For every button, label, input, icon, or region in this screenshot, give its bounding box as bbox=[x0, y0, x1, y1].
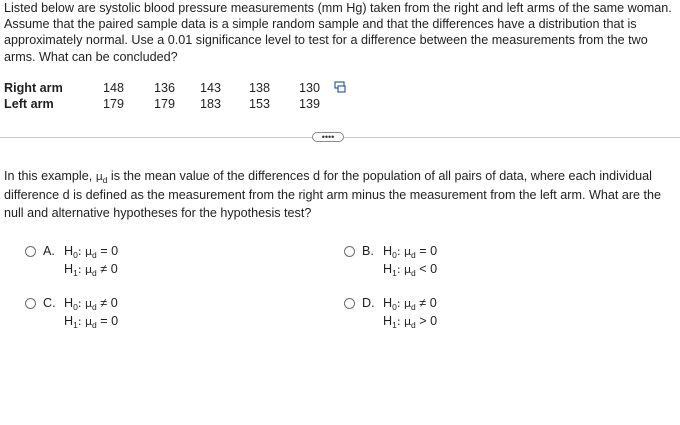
table-cell: 130 bbox=[298, 81, 320, 95]
table-cell: 153 bbox=[248, 97, 270, 111]
table-row bbox=[4, 96, 346, 112]
table-cell: 139 bbox=[298, 97, 320, 111]
question-prefix: In this example, bbox=[4, 169, 96, 183]
null-hypothesis: $H_0$: $\mu_d = 0$ bbox=[383, 244, 438, 260]
radio-button[interactable] bbox=[25, 246, 36, 257]
alternative-hypothesis: $H_1$: $\mu_d < 0$ bbox=[383, 262, 438, 278]
expand-button[interactable]: •••• bbox=[312, 132, 344, 142]
option-letter: C. bbox=[43, 296, 56, 310]
table-row bbox=[4, 80, 346, 96]
answer-option-d[interactable] bbox=[344, 296, 464, 332]
answer-option-a[interactable] bbox=[25, 244, 145, 280]
problem-intro: Listed below are systolic blood pressure measurements (mm Hg) taken from the right and left arms of the same woman. Assume that the paired sample data is a simple random sample and that the differences have a distribution that is approximately normal. Use a 0.01 significance level to test for a difference between the measurements from the two arms. What can be concluded? bbox=[4, 1, 672, 64]
alternative-hypothesis: $H_1$: $\mu_d > 0$ bbox=[383, 314, 438, 330]
null-hypothesis: $H_0$: $\mu_d \ne 0$ bbox=[383, 296, 437, 312]
alternative-hypothesis: $H_1$: $\mu_d \ne 0$ bbox=[64, 262, 118, 278]
table-cell: 143 bbox=[199, 81, 221, 95]
answer-option-c[interactable] bbox=[25, 296, 145, 332]
option-letter: D. bbox=[362, 296, 375, 310]
question-text bbox=[4, 167, 676, 223]
data-table bbox=[4, 80, 346, 112]
null-hypothesis: $H_0$: $\mu_d = 0$ bbox=[64, 244, 119, 260]
alternative-hypothesis: $H_1$: $\mu_d = 0$ bbox=[64, 314, 119, 330]
mu-subscript: d bbox=[102, 175, 108, 185]
null-hypothesis: $H_0$: $\mu_d \ne 0$ bbox=[64, 296, 118, 312]
option-letter: A. bbox=[43, 244, 55, 258]
table-cell: 179 bbox=[102, 97, 124, 111]
table-cell: 148 bbox=[102, 81, 124, 95]
copy-data-icon[interactable] bbox=[334, 81, 346, 93]
row-label: Left arm bbox=[4, 97, 54, 111]
table-cell: 136 bbox=[153, 81, 175, 95]
copy-data-button[interactable] bbox=[320, 80, 346, 96]
radio-button[interactable] bbox=[344, 298, 355, 309]
question-suffix: is the mean value of the differences d for the population of all pairs of data, where each individual difference d is defined as the measurement from the right arm minus the measurement from the left arm. What are the null and alternative hypotheses for the hypothesis test? bbox=[4, 169, 662, 221]
row-label: Right arm bbox=[4, 81, 63, 95]
option-letter: B. bbox=[362, 244, 374, 258]
table-cell: 179 bbox=[153, 97, 175, 111]
radio-button[interactable] bbox=[25, 298, 36, 309]
mu-symbol: μ bbox=[95, 170, 103, 183]
table-cell: 183 bbox=[199, 97, 221, 111]
answer-option-b[interactable] bbox=[344, 244, 464, 280]
radio-button[interactable] bbox=[344, 246, 355, 257]
table-cell: 138 bbox=[248, 81, 270, 95]
